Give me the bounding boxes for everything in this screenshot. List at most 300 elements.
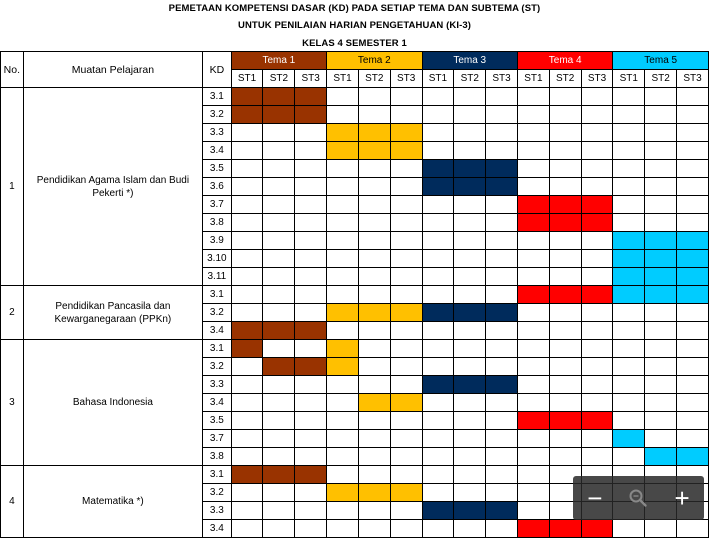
st-cell: [517, 88, 549, 106]
st-cell: [549, 286, 581, 304]
subject-no: 2: [1, 286, 24, 340]
st-cell: [517, 466, 549, 484]
st-cell: [422, 466, 454, 484]
kd-cell: 3.2: [203, 484, 232, 502]
st-cell: [358, 268, 390, 286]
plus-icon: +: [674, 483, 690, 513]
st-cell: [486, 394, 518, 412]
st-cell: [581, 520, 613, 538]
tema-header-4: Tema 4: [517, 52, 612, 70]
zoom-reset-button[interactable]: [620, 480, 656, 516]
kd-mapping-table: [0, 51, 709, 538]
st-cell: [486, 376, 518, 394]
st-cell: [549, 322, 581, 340]
st-cell: [231, 178, 263, 196]
kd-cell: 3.8: [203, 448, 232, 466]
st-cell: [358, 340, 390, 358]
st-cell: [263, 142, 295, 160]
st-cell: [295, 484, 327, 502]
st-cell: [581, 412, 613, 430]
title-line-1: PEMETAAN KOMPETENSI DASAR (KD) PADA SETIAP TEMA DAN SUBTEMA (ST): [168, 3, 541, 14]
st-cell: [295, 448, 327, 466]
st-cell: [613, 214, 645, 232]
st-cell: [327, 160, 359, 178]
st-cell: [295, 412, 327, 430]
st-cell: [231, 322, 263, 340]
st-cell: [486, 196, 518, 214]
st-cell: [263, 160, 295, 178]
st-cell: [263, 106, 295, 124]
st-cell: [677, 160, 709, 178]
st-cell: [677, 448, 709, 466]
st-cell: [231, 160, 263, 178]
st-cell: [613, 304, 645, 322]
st-cell: [295, 142, 327, 160]
st-cell: [549, 448, 581, 466]
st-cell: [517, 484, 549, 502]
st-cell: [390, 196, 422, 214]
st-cell: [645, 124, 677, 142]
st-cell: [613, 196, 645, 214]
st-cell: [422, 358, 454, 376]
st-cell: [358, 376, 390, 394]
st-cell: [454, 520, 486, 538]
st-cell: [295, 376, 327, 394]
st-cell: [295, 286, 327, 304]
st-cell: [486, 448, 518, 466]
st-cell: [327, 412, 359, 430]
st-cell: [390, 304, 422, 322]
st-cell: [327, 232, 359, 250]
st-cell: [358, 304, 390, 322]
st-cell: [422, 124, 454, 142]
st-cell: [613, 124, 645, 142]
st-header-t3-1: ST1: [422, 70, 454, 88]
st-cell: [327, 358, 359, 376]
st-cell: [327, 196, 359, 214]
st-cell: [486, 88, 518, 106]
subject-name: Bahasa Indonesia: [23, 340, 202, 466]
st-cell: [263, 502, 295, 520]
st-cell: [358, 250, 390, 268]
st-cell: [645, 106, 677, 124]
st-cell: [454, 124, 486, 142]
st-cell: [549, 142, 581, 160]
st-cell: [645, 250, 677, 268]
st-cell: [231, 394, 263, 412]
header-no: No.: [1, 52, 24, 88]
kd-cell: 3.3: [203, 124, 232, 142]
kd-cell: 3.10: [203, 250, 232, 268]
kd-cell: 3.1: [203, 286, 232, 304]
st-cell: [454, 304, 486, 322]
st-cell: [358, 484, 390, 502]
st-cell: [358, 448, 390, 466]
st-cell: [390, 502, 422, 520]
st-cell: [486, 322, 518, 340]
st-cell: [517, 376, 549, 394]
st-cell: [549, 376, 581, 394]
st-cell: [613, 376, 645, 394]
st-cell: [422, 106, 454, 124]
st-cell: [390, 268, 422, 286]
st-cell: [422, 412, 454, 430]
st-cell: [613, 160, 645, 178]
st-cell: [517, 232, 549, 250]
st-cell: [549, 196, 581, 214]
st-cell: [422, 232, 454, 250]
st-cell: [422, 376, 454, 394]
subject-name: Matematika *): [23, 466, 202, 538]
st-cell: [454, 376, 486, 394]
st-cell: [295, 340, 327, 358]
header-kd: KD: [203, 52, 232, 88]
st-cell: [645, 286, 677, 304]
st-cell: [263, 466, 295, 484]
st-cell: [231, 196, 263, 214]
st-cell: [422, 304, 454, 322]
st-cell: [517, 502, 549, 520]
subject-no: 4: [1, 466, 24, 538]
st-cell: [677, 88, 709, 106]
st-cell: [390, 214, 422, 232]
st-cell: [486, 304, 518, 322]
st-cell: [613, 286, 645, 304]
st-cell: [486, 142, 518, 160]
st-cell: [454, 448, 486, 466]
st-cell: [390, 412, 422, 430]
st-cell: [517, 268, 549, 286]
st-cell: [422, 322, 454, 340]
st-cell: [677, 358, 709, 376]
st-cell: [486, 178, 518, 196]
st-cell: [581, 250, 613, 268]
st-cell: [422, 178, 454, 196]
kd-cell: 3.5: [203, 412, 232, 430]
st-cell: [454, 268, 486, 286]
st-cell: [390, 178, 422, 196]
st-header-t1-1: ST1: [231, 70, 263, 88]
st-cell: [454, 412, 486, 430]
st-cell: [422, 88, 454, 106]
st-cell: [327, 268, 359, 286]
st-cell: [358, 232, 390, 250]
st-cell: [581, 160, 613, 178]
st-cell: [517, 286, 549, 304]
st-cell: [263, 376, 295, 394]
st-cell: [581, 430, 613, 448]
st-cell: [263, 520, 295, 538]
st-cell: [263, 214, 295, 232]
st-cell: [390, 106, 422, 124]
st-cell: [486, 340, 518, 358]
st-cell: [390, 232, 422, 250]
st-cell: [358, 466, 390, 484]
title-line-3: KELAS 4 SEMESTER 1: [302, 38, 407, 49]
st-header-t1-3: ST3: [295, 70, 327, 88]
st-cell: [327, 88, 359, 106]
st-header-t5-2: ST2: [645, 70, 677, 88]
st-cell: [422, 430, 454, 448]
st-cell: [549, 106, 581, 124]
st-cell: [454, 106, 486, 124]
st-cell: [231, 430, 263, 448]
st-cell: [390, 124, 422, 142]
st-cell: [295, 160, 327, 178]
st-cell: [549, 124, 581, 142]
st-cell: [613, 178, 645, 196]
st-cell: [486, 466, 518, 484]
st-cell: [517, 304, 549, 322]
st-cell: [486, 160, 518, 178]
st-cell: [263, 250, 295, 268]
st-cell: [263, 484, 295, 502]
st-cell: [549, 394, 581, 412]
st-cell: [454, 160, 486, 178]
st-cell: [581, 142, 613, 160]
st-cell: [645, 196, 677, 214]
st-cell: [677, 376, 709, 394]
st-cell: [645, 520, 677, 538]
st-cell: [231, 250, 263, 268]
st-cell: [677, 322, 709, 340]
st-cell: [263, 304, 295, 322]
st-header-t4-3: ST3: [581, 70, 613, 88]
st-cell: [422, 214, 454, 232]
zoom-in-button[interactable]: [664, 480, 700, 516]
st-cell: [295, 304, 327, 322]
tema-header-1: Tema 1: [231, 52, 326, 70]
st-cell: [422, 160, 454, 178]
st-cell: [645, 304, 677, 322]
st-cell: [295, 268, 327, 286]
st-cell: [613, 88, 645, 106]
st-cell: [486, 520, 518, 538]
st-cell: [295, 502, 327, 520]
st-cell: [581, 304, 613, 322]
st-cell: [549, 358, 581, 376]
st-cell: [390, 160, 422, 178]
st-cell: [263, 412, 295, 430]
st-cell: [358, 430, 390, 448]
st-header-t4-1: ST1: [517, 70, 549, 88]
st-cell: [358, 394, 390, 412]
st-cell: [327, 484, 359, 502]
st-cell: [645, 412, 677, 430]
st-cell: [295, 232, 327, 250]
st-header-t5-3: ST3: [677, 70, 709, 88]
kd-cell: 3.9: [203, 232, 232, 250]
subject-no: 1: [1, 88, 24, 286]
st-cell: [327, 304, 359, 322]
st-cell: [486, 286, 518, 304]
table-row: [1, 88, 709, 106]
st-cell: [549, 214, 581, 232]
st-cell: [358, 502, 390, 520]
st-cell: [486, 106, 518, 124]
st-cell: [295, 178, 327, 196]
st-cell: [231, 448, 263, 466]
st-cell: [358, 322, 390, 340]
st-header-t3-2: ST2: [454, 70, 486, 88]
st-cell: [645, 448, 677, 466]
st-cell: [358, 196, 390, 214]
st-cell: [358, 142, 390, 160]
st-cell: [581, 322, 613, 340]
st-cell: [549, 268, 581, 286]
st-cell: [295, 358, 327, 376]
st-cell: [549, 160, 581, 178]
st-header-t2-1: ST1: [327, 70, 359, 88]
st-cell: [677, 142, 709, 160]
st-cell: [263, 196, 295, 214]
st-cell: [454, 214, 486, 232]
st-cell: [645, 88, 677, 106]
st-cell: [581, 358, 613, 376]
kd-cell: 3.5: [203, 160, 232, 178]
st-cell: [231, 520, 263, 538]
kd-cell: 3.3: [203, 376, 232, 394]
st-cell: [517, 160, 549, 178]
st-cell: [677, 232, 709, 250]
st-cell: [517, 250, 549, 268]
st-cell: [422, 268, 454, 286]
st-cell: [677, 430, 709, 448]
tema-header-5: Tema 5: [613, 52, 709, 70]
st-cell: [231, 286, 263, 304]
st-cell: [327, 340, 359, 358]
kd-cell: 3.7: [203, 196, 232, 214]
st-cell: [486, 214, 518, 232]
st-cell: [358, 412, 390, 430]
st-cell: [613, 268, 645, 286]
st-cell: [486, 268, 518, 286]
subject-name: Pendidikan Pancasila dan Kewarganegaraan (PPKn): [23, 286, 202, 340]
st-cell: [422, 250, 454, 268]
st-cell: [549, 340, 581, 358]
title-line-2: UNTUK PENILAIAN HARIAN PENGETAHUAN (KI-3): [238, 20, 471, 31]
st-cell: [677, 124, 709, 142]
st-cell: [263, 394, 295, 412]
st-cell: [486, 430, 518, 448]
st-cell: [390, 340, 422, 358]
st-cell: [517, 412, 549, 430]
header-muatan: Muatan Pelajaran: [23, 52, 202, 88]
st-cell: [549, 250, 581, 268]
st-cell: [263, 232, 295, 250]
st-cell: [613, 322, 645, 340]
st-header-t3-3: ST3: [486, 70, 518, 88]
st-cell: [486, 484, 518, 502]
st-cell: [231, 466, 263, 484]
st-cell: [454, 466, 486, 484]
st-cell: [231, 304, 263, 322]
st-cell: [295, 88, 327, 106]
st-cell: [422, 520, 454, 538]
st-cell: [486, 358, 518, 376]
st-cell: [231, 214, 263, 232]
tema-header-2: Tema 2: [327, 52, 422, 70]
tema-header-3: Tema 3: [422, 52, 517, 70]
st-cell: [390, 142, 422, 160]
st-cell: [677, 412, 709, 430]
minus-icon: −: [587, 483, 603, 513]
st-cell: [645, 394, 677, 412]
st-cell: [613, 412, 645, 430]
st-cell: [390, 88, 422, 106]
st-cell: [263, 286, 295, 304]
st-cell: [390, 520, 422, 538]
st-cell: [327, 214, 359, 232]
st-cell: [263, 124, 295, 142]
st-cell: [677, 106, 709, 124]
zoom-toolbar: [573, 476, 704, 520]
st-cell: [613, 250, 645, 268]
zoom-out-button[interactable]: [577, 480, 613, 516]
st-cell: [454, 88, 486, 106]
st-cell: [645, 322, 677, 340]
st-cell: [422, 142, 454, 160]
table-row: [1, 286, 709, 304]
st-cell: [486, 232, 518, 250]
st-cell: [645, 178, 677, 196]
st-cell: [517, 106, 549, 124]
st-cell: [358, 520, 390, 538]
st-cell: [231, 268, 263, 286]
st-cell: [613, 232, 645, 250]
st-cell: [390, 358, 422, 376]
st-cell: [263, 88, 295, 106]
kd-cell: 3.3: [203, 502, 232, 520]
st-cell: [454, 358, 486, 376]
st-cell: [454, 430, 486, 448]
st-cell: [645, 232, 677, 250]
st-cell: [454, 142, 486, 160]
st-cell: [645, 376, 677, 394]
st-cell: [358, 124, 390, 142]
st-cell: [327, 448, 359, 466]
st-cell: [390, 394, 422, 412]
st-cell: [422, 394, 454, 412]
st-cell: [390, 322, 422, 340]
kd-cell: 3.1: [203, 88, 232, 106]
st-cell: [390, 484, 422, 502]
st-cell: [390, 430, 422, 448]
st-cell: [231, 358, 263, 376]
st-cell: [327, 286, 359, 304]
st-cell: [327, 142, 359, 160]
st-cell: [581, 124, 613, 142]
st-cell: [517, 214, 549, 232]
st-cell: [422, 196, 454, 214]
st-cell: [454, 286, 486, 304]
st-cell: [517, 322, 549, 340]
st-cell: [231, 340, 263, 358]
st-cell: [327, 466, 359, 484]
st-cell: [358, 286, 390, 304]
st-header-t2-2: ST2: [358, 70, 390, 88]
st-cell: [677, 178, 709, 196]
st-cell: [581, 268, 613, 286]
st-cell: [677, 340, 709, 358]
st-cell: [327, 250, 359, 268]
st-cell: [263, 340, 295, 358]
st-cell: [295, 250, 327, 268]
st-cell: [390, 448, 422, 466]
st-cell: [454, 340, 486, 358]
st-cell: [231, 106, 263, 124]
st-header-t4-2: ST2: [549, 70, 581, 88]
